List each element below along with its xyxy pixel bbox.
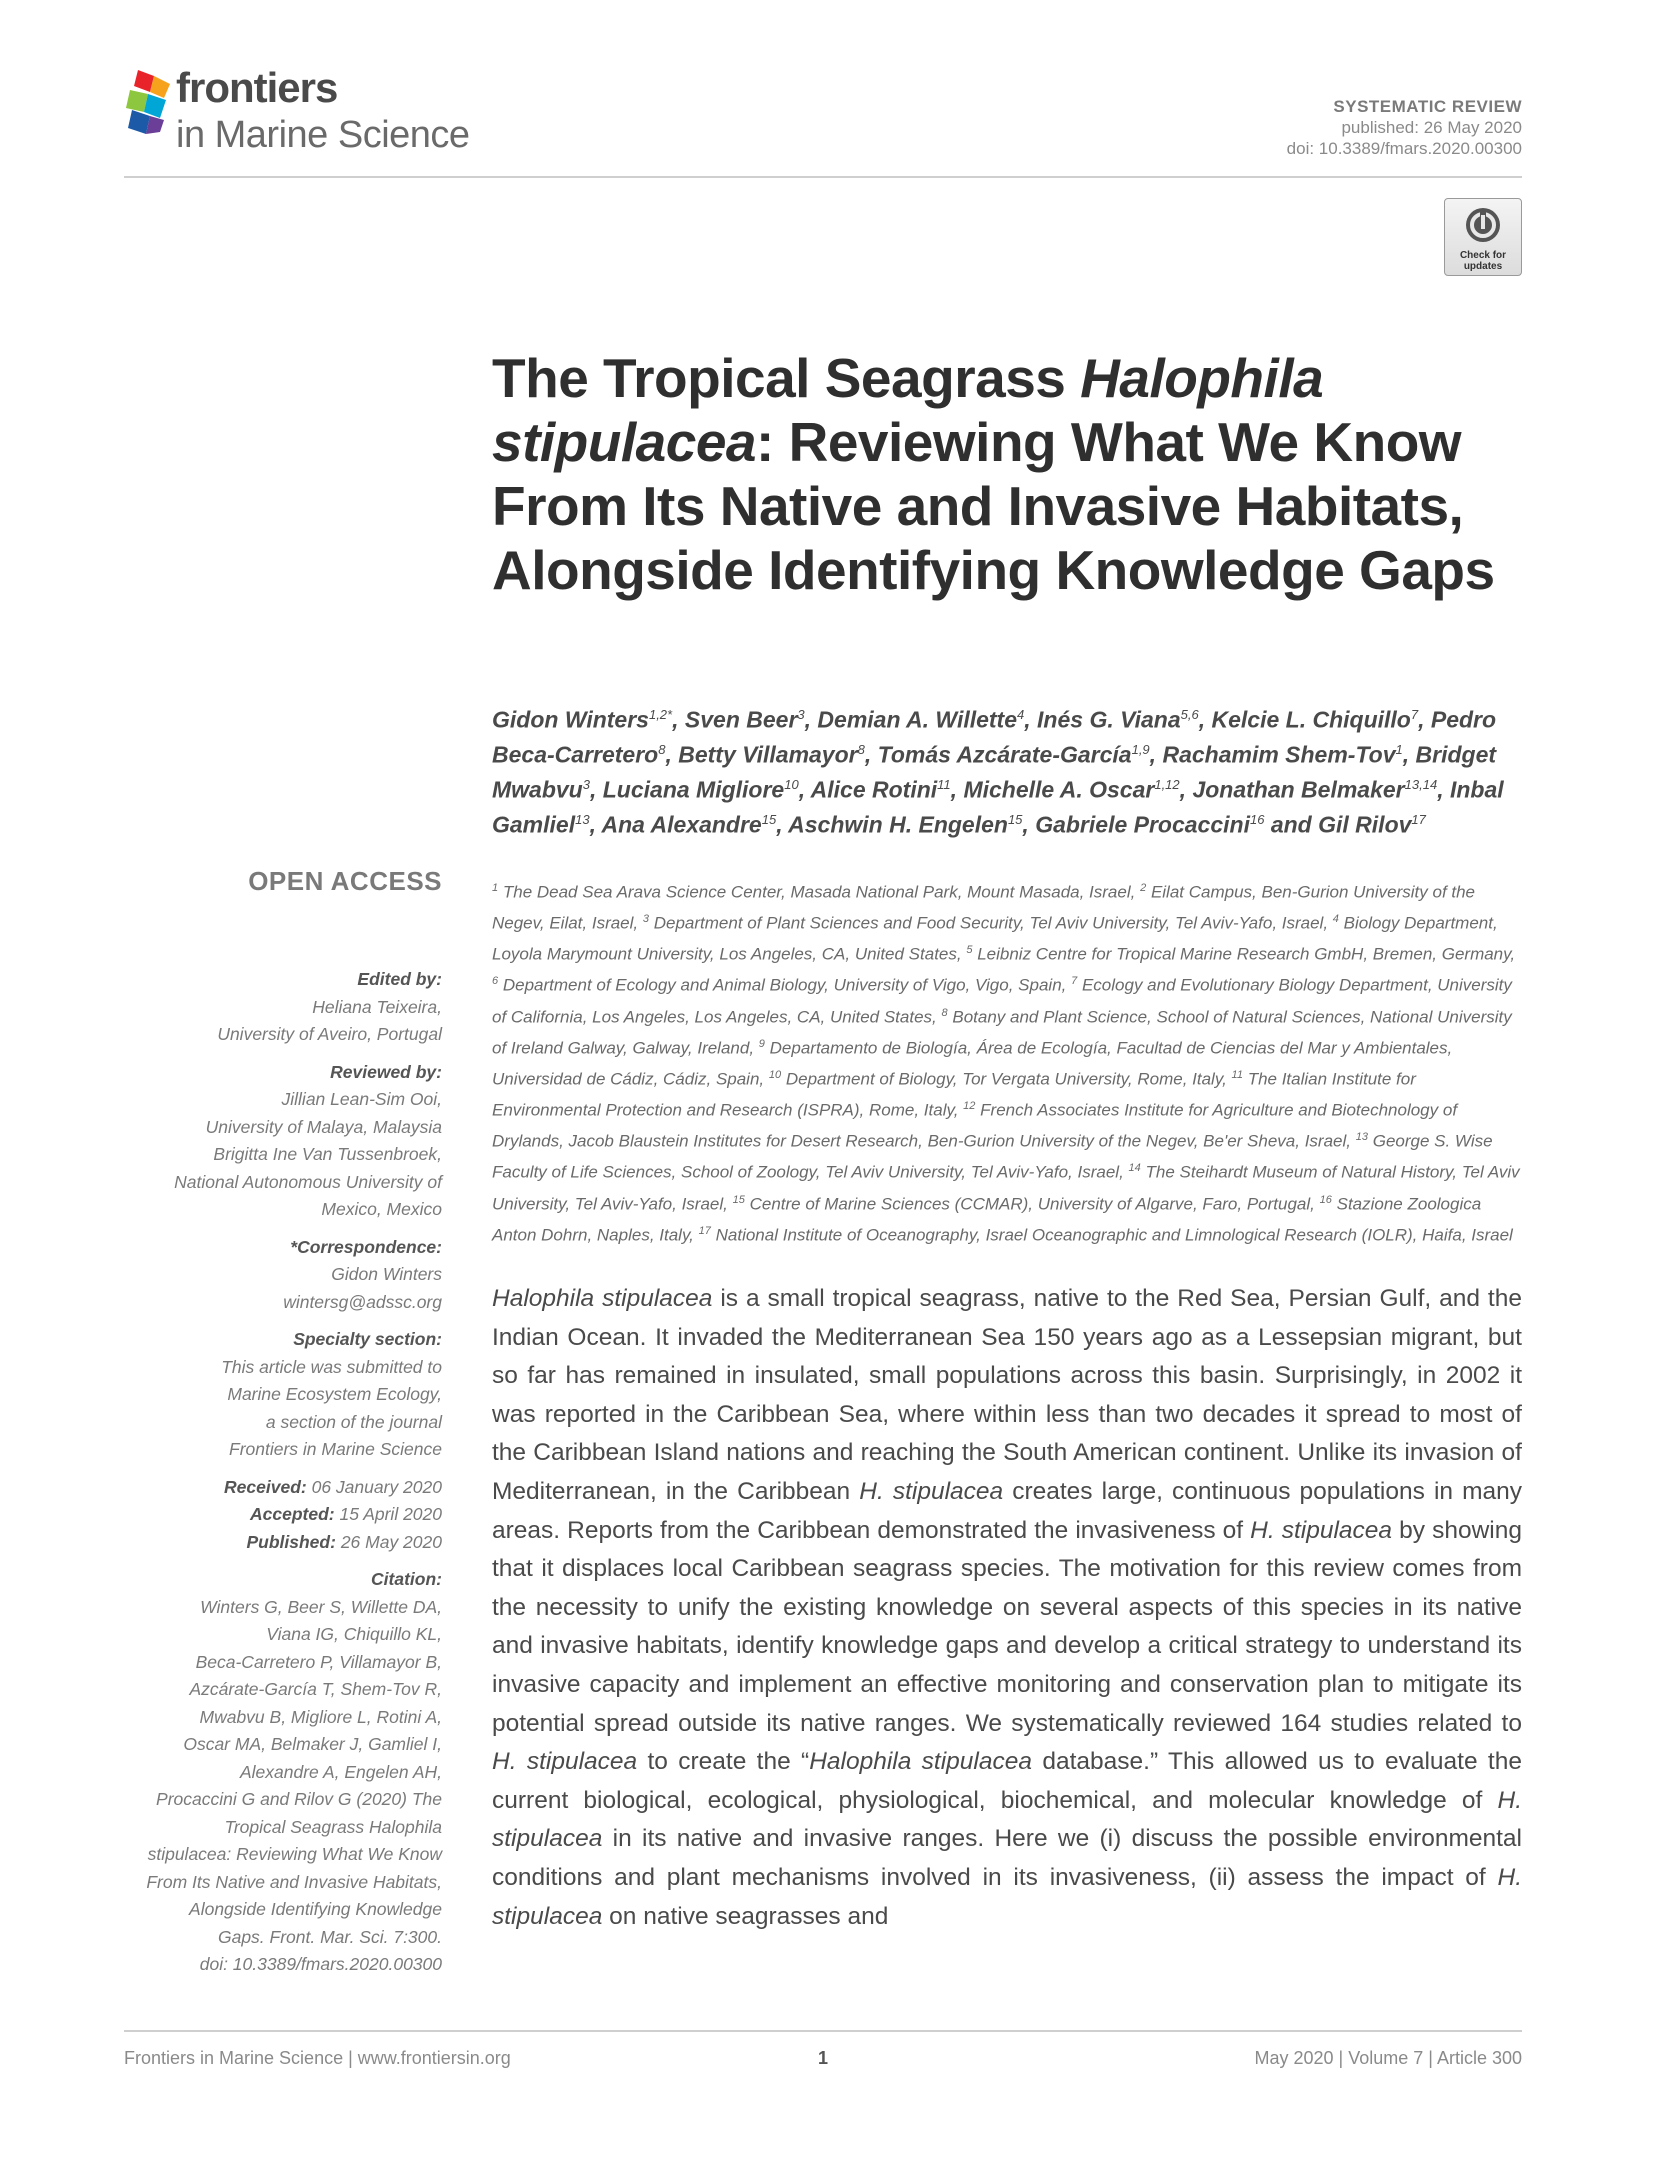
author-affiliation-ref: 15 bbox=[1007, 812, 1023, 828]
sidebar-line: This article was submitted to bbox=[221, 1356, 442, 1377]
specialty-section bbox=[124, 1326, 442, 1464]
abstract-segment: on native seagrasses and bbox=[602, 1902, 889, 1930]
affiliation-number: 3 bbox=[642, 913, 649, 926]
updates-label: Check for updates bbox=[1459, 250, 1507, 272]
affiliation-number: 15 bbox=[732, 1193, 745, 1206]
author-name[interactable]: Inés G. Viana bbox=[1037, 706, 1181, 733]
correspondence-list bbox=[124, 1261, 442, 1316]
author-name[interactable]: Kelcie L. Chiquillo bbox=[1211, 706, 1411, 733]
abstract-segment: in its native and invasive ranges. Here we (i) discuss the possible environmental conditions and plant mechanisms involved in its invasiveness, (ii) assess the impact of bbox=[492, 1825, 1522, 1891]
author-name[interactable]: Betty Villamayor bbox=[678, 741, 858, 768]
article-sidebar bbox=[124, 966, 442, 1989]
author-name[interactable]: Jonathan Belmaker bbox=[1192, 776, 1405, 803]
affiliation-text: Departamento de Biología, Área de Ecología, Facultad de Ciencias del Mar y Ambientales, Universidad de Cádiz, Cádiz, Spain, bbox=[492, 1038, 1453, 1089]
author-name[interactable]: Sven Beer bbox=[684, 706, 798, 733]
sidebar-line[interactable]: wintersg@adssc.org bbox=[283, 1291, 442, 1312]
affiliation-number: 16 bbox=[1319, 1193, 1332, 1206]
affiliation-text: Department of Biology, Tor Vergata University, Rome, Italy, bbox=[785, 1069, 1227, 1089]
accepted-date bbox=[124, 1501, 442, 1529]
received-label: Received: bbox=[224, 1476, 307, 1497]
journal-name-section: in Marine Science bbox=[176, 114, 470, 156]
author-affiliation-ref: 1,12 bbox=[1154, 777, 1180, 793]
abstract-segment: by showing that it displaces local Caribbean seagrass species. The motivation for this review comes from the necessity to unify the existing knowledge on several aspects of this species in its native and invasive habitats, identify knowledge gaps and develop a critical strategy to understand its invasive capacity and implement an effective monitoring and conservation plan to mitigate its potential spread outside its native ranges. We systematically reviewed 164 studies related to bbox=[492, 1516, 1522, 1737]
affiliation-list bbox=[492, 875, 1522, 1249]
affiliation-number: 1 bbox=[492, 882, 499, 894]
accepted-label: Accepted: bbox=[250, 1504, 335, 1524]
affiliation-text: Department of Ecology and Animal Biology, University of Vigo, Vigo, Spain, bbox=[502, 976, 1067, 996]
author-affiliation-ref: 15 bbox=[761, 812, 777, 828]
affiliation-text: Ecology and Evolutionary Biology Department, University of California, Los Angeles, Los Angeles, CA, United States, bbox=[492, 976, 1512, 1027]
author-name[interactable]: Pedro Beca-Carretero bbox=[492, 706, 1497, 768]
sidebar-line: stipulacea: Reviewing What We Know bbox=[147, 1844, 442, 1864]
citation-section bbox=[124, 1566, 442, 1979]
author-affiliation-ref: 16 bbox=[1249, 812, 1265, 828]
reviewed-by-label: Reviewed by: bbox=[330, 1061, 442, 1082]
species-name: H. stipulacea bbox=[492, 1748, 638, 1776]
sidebar-line: Heliana Teixeira, bbox=[312, 996, 442, 1017]
sidebar-line: doi: 10.3389/fmars.2020.00300 bbox=[199, 1954, 442, 1974]
abstract-text bbox=[492, 1280, 1522, 1936]
check-for-updates-button[interactable] bbox=[1444, 198, 1522, 276]
received-value: 06 January 2020 bbox=[311, 1476, 442, 1497]
correspondence-label: *Correspondence: bbox=[290, 1236, 442, 1257]
article-type: SYSTEMATIC REVIEW bbox=[1333, 97, 1522, 116]
sidebar-line: Mexico, Mexico bbox=[321, 1199, 442, 1219]
author-affiliation-ref: 8 bbox=[857, 742, 865, 758]
affiliation-number: 5 bbox=[966, 944, 973, 957]
sidebar-line: Tropical Seagrass Halophila bbox=[224, 1816, 442, 1837]
sidebar-line: Viana IG, Chiquillo KL, bbox=[266, 1624, 442, 1644]
species-name: H. stipulacea bbox=[492, 1863, 1522, 1930]
author-affiliation-ref: 1,9 bbox=[1131, 742, 1150, 758]
author-affiliation-ref: 7 bbox=[1410, 707, 1419, 722]
correspondence-section bbox=[124, 1234, 442, 1317]
author-name[interactable]: Aschwin H. Engelen bbox=[788, 812, 1008, 839]
published-label: Published: bbox=[246, 1531, 336, 1552]
sidebar-line: Alexandre A, Engelen AH, bbox=[239, 1761, 442, 1782]
species-name: H. stipulacea bbox=[1250, 1516, 1393, 1544]
affiliation-number: 10 bbox=[768, 1068, 782, 1081]
sidebar-line: Oscar MA, Belmaker J, Gamliel I, bbox=[183, 1734, 442, 1754]
affiliation-text: Department of Plant Sciences and Food Security, Tel Aviv University, Tel Aviv-Yafo, Israel, bbox=[653, 913, 1329, 933]
author-conjunction: and bbox=[1270, 812, 1312, 839]
author-affiliation-ref: 8 bbox=[658, 742, 666, 758]
affiliation-text: The Steihardt Museum of Natural History, Tel Aviv University, Tel Aviv-Yafo, Israel, bbox=[492, 1163, 1520, 1214]
affiliation-number: 8 bbox=[941, 1006, 948, 1019]
affiliation-number: 13 bbox=[1355, 1131, 1368, 1144]
author-name[interactable]: Gil Rilov bbox=[1318, 812, 1412, 839]
published-date: published: 26 May 2020 bbox=[1341, 118, 1522, 137]
sidebar-line: Jillian Lean-Sim Ooi, bbox=[281, 1089, 442, 1109]
footer-issue-info: May 2020 | Volume 7 | Article 300 bbox=[1254, 2048, 1522, 2068]
doi-link[interactable]: doi: 10.3389/fmars.2020.00300 bbox=[1286, 139, 1522, 158]
published-value: 26 May 2020 bbox=[340, 1531, 442, 1552]
author-name[interactable]: Rachamim Shem-Tov bbox=[1162, 741, 1396, 768]
abstract-segment: to create the “ bbox=[637, 1748, 810, 1776]
author-name[interactable]: Alice Rotini bbox=[810, 776, 938, 803]
author-name[interactable]: Demian A. Willette bbox=[817, 706, 1018, 733]
author-affiliation-ref: 1 bbox=[1395, 742, 1403, 758]
abstract-segment: creates large, continuous populations in many areas. Reports from the Caribbean demonstrated the invasiveness of bbox=[492, 1477, 1522, 1544]
citation-list bbox=[124, 1594, 442, 1979]
affiliation-number: 12 bbox=[963, 1100, 976, 1113]
sidebar-line: Winters G, Beer S, Willette DA, bbox=[200, 1596, 442, 1617]
journal-name-brand: frontiers bbox=[176, 64, 338, 111]
page-number: 1 bbox=[818, 2048, 829, 2068]
author-name[interactable]: Tomás Azcárate-García bbox=[877, 741, 1132, 768]
sidebar-line: a section of the journal bbox=[265, 1411, 442, 1432]
affiliation-text: Leibniz Centre for Tropical Marine Research GmbH, Bremen, Germany, bbox=[977, 944, 1516, 964]
author-affiliation-ref: 5,6 bbox=[1180, 707, 1199, 722]
footer-journal-link[interactable]: Frontiers in Marine Science | www.frontiersin.org bbox=[124, 2048, 511, 2068]
received-date bbox=[124, 1474, 442, 1502]
species-name: Halophila stipulacea bbox=[492, 1285, 713, 1312]
article-meta bbox=[1287, 96, 1522, 159]
sidebar-line: University of Malaya, Malaysia bbox=[205, 1116, 442, 1137]
author-affiliation-ref: 1,2* bbox=[648, 707, 673, 722]
updates-icon bbox=[1463, 205, 1503, 245]
affiliation-number: 9 bbox=[758, 1037, 765, 1050]
author-affiliation-ref: 13 bbox=[575, 812, 590, 828]
sidebar-line: Azcárate-García T, Shem-Tov R, bbox=[189, 1679, 442, 1699]
sidebar-line: Marine Ecosystem Ecology, bbox=[227, 1384, 442, 1404]
citation-label: Citation: bbox=[371, 1569, 442, 1589]
abstract-segment: is a small tropical seagrass, native to the Red Sea, Persian Gulf, and the Indian Ocean. It invaded the Mediterranean Sea 150 years ago as a Lessepsian migrant, but so far has remained in insulated, small populations across this basin. Surprisingly, in 2002 it was reported in the Caribbean Sea, where within less than two decades it spread to most of the Caribbean Island nations and reaching the South American continent. Unlike its invasion of Mediterranean, in the Caribbean bbox=[492, 1285, 1522, 1505]
author-affiliation-ref: 4 bbox=[1017, 707, 1025, 722]
author-list: Gidon Winters$^{1,2*}$, Sven Beer$^3$, Demian A. Willette$^4$, Inés G. Viana$^{5,6}$, Kelcie L. Chiquillo$^7$, Pedro Beca-Carretero$^8$, Betty Villamayor$^8$, Tomás Azcárate-García$^{1,9}$, Rachamim Shem-Tov$^1$, Bridget Mwabvu$^3$, Luciana Migliore$^{10}$, Alice Rotini$^{11}$, Michelle A. Oscar$^{1,12}$, Jonathan Belmaker$^{13,14}$, Inbal Gamliel$^{13}$, Ana Alexandre$^{15}$, Aschwin H. Engelen$^{15}$, Gabriele Procaccini$^{16}$ and Gil Rilov$^{17}$ bbox=[492, 706, 1504, 839]
affiliation-text: Biology Department, Loyola Marymount University, Los Angeles, CA, United States, bbox=[492, 913, 1498, 964]
title-part-2: : Reviewing What We Know From Its Native and Invasive Habitats, Alongside Identifying Knowledge Gaps bbox=[492, 411, 1495, 601]
journal-logo bbox=[124, 62, 504, 172]
species-name: H. stipulacea bbox=[492, 1786, 1522, 1853]
open-access-label: OPEN ACCESS bbox=[248, 866, 442, 896]
author-name[interactable]: Gidon Winters bbox=[492, 706, 649, 733]
footer-divider bbox=[124, 2030, 1522, 2032]
affiliation-text: National Institute of Oceanography, Israel Oceanographic and Limnological Research (IOLR), Haifa, Israel bbox=[715, 1225, 1513, 1245]
specialty-list bbox=[124, 1354, 442, 1464]
reviewed-by-section bbox=[124, 1059, 442, 1224]
affiliation-number: 14 bbox=[1128, 1162, 1141, 1175]
author-affiliation-ref: 3 bbox=[797, 707, 805, 722]
sidebar-line: National Autonomous University of bbox=[174, 1171, 442, 1192]
author-name[interactable]: Gabriele Procaccini bbox=[1035, 812, 1250, 839]
article-title bbox=[492, 346, 1512, 602]
affiliation-text: Botany and Plant Science, School of Natural Sciences, National University of Ireland Galway, Galway, Ireland, bbox=[492, 1007, 1512, 1058]
affiliation-text: Eilat Campus, Ben-Gurion University of the Negev, Eilat, Israel, bbox=[492, 882, 1476, 933]
affiliation-text: Stazione Zoologica Anton Dohrn, Naples, Italy, bbox=[492, 1194, 1482, 1245]
header-divider bbox=[124, 176, 1522, 178]
author-affiliation-ref: 10 bbox=[784, 777, 799, 793]
affiliation-number: 2 bbox=[1140, 882, 1147, 894]
abstract-segment: database.” This allowed us to evaluate the current biological, ecological, physiological, biochemical, and molecular knowledge of bbox=[492, 1748, 1522, 1814]
author-affiliation-ref: 3 bbox=[582, 777, 590, 793]
title-part-1: The Tropical Seagrass bbox=[492, 347, 1081, 409]
sidebar-line: Brigitta Ine Van Tussenbroek, bbox=[213, 1144, 442, 1164]
affiliation-number: 11 bbox=[1231, 1068, 1243, 1081]
sidebar-line: Gaps. Front. Mar. Sci. 7:300. bbox=[217, 1926, 442, 1947]
affiliation-number: 6 bbox=[492, 975, 499, 988]
sidebar-line: Frontiers in Marine Science bbox=[229, 1439, 442, 1459]
frontiers-logo-icon bbox=[124, 70, 172, 136]
affiliation-number: 7 bbox=[1071, 975, 1078, 988]
affiliation-text: Centre of Marine Sciences (CCMAR), University of Algarve, Faro, Portugal, bbox=[749, 1194, 1315, 1214]
species-name: H. stipulacea bbox=[859, 1477, 1004, 1505]
author-name[interactable]: Luciana Migliore bbox=[602, 776, 785, 803]
author-name[interactable]: Ana Alexandre bbox=[601, 812, 762, 839]
sidebar-line: From Its Native and Invasive Habitats, bbox=[146, 1871, 442, 1892]
sidebar-line: Beca-Carretero P, Villamayor B, bbox=[195, 1651, 442, 1672]
edited-by-list bbox=[124, 994, 442, 1049]
dates-section bbox=[124, 1474, 442, 1557]
specialty-label: Specialty section: bbox=[293, 1329, 442, 1349]
affiliation-number: 17 bbox=[698, 1224, 711, 1237]
reviewed-by-list bbox=[124, 1086, 442, 1224]
author-name[interactable]: Inbal Gamliel bbox=[492, 776, 1504, 839]
author-affiliation-ref: 13,14 bbox=[1404, 777, 1438, 793]
species-name: Halophila stipulacea bbox=[809, 1748, 1033, 1776]
sidebar-line: Gidon Winters bbox=[331, 1264, 442, 1284]
published-date-sidebar bbox=[124, 1529, 442, 1557]
accepted-value: 15 April 2020 bbox=[339, 1504, 442, 1524]
affiliation-text: The Dead Sea Arava Science Center, Masada National Park, Mount Masada, Israel, bbox=[502, 882, 1136, 902]
sidebar-line: Mwabvu B, Migliore L, Rotini A, bbox=[199, 1706, 442, 1727]
author-name[interactable]: Michelle A. Oscar bbox=[963, 776, 1155, 803]
sidebar-line: Alongside Identifying Knowledge bbox=[189, 1899, 442, 1919]
sidebar-line: University of Aveiro, Portugal bbox=[217, 1024, 442, 1044]
affiliation-number: 4 bbox=[1332, 913, 1339, 926]
affiliation-text: The Italian Institute for Environmental Protection and Research (ISPRA), Rome, Italy, bbox=[492, 1069, 1416, 1120]
edited-by-label: Edited by: bbox=[357, 969, 442, 989]
affiliation-text: George S. Wise Faculty of Life Sciences, School of Zoology, Tel Aviv University, Tel Aviv-Yafo, Israel, bbox=[492, 1131, 1493, 1183]
edited-by-section bbox=[124, 966, 442, 1049]
title-species: Halophila stipulacea bbox=[492, 347, 1324, 473]
author-affiliation-ref: 17 bbox=[1411, 812, 1426, 828]
affiliation-text: French Associates Institute for Agriculture and Biotechnology of Drylands, Jacob Blaustein Institutes for Desert Research, Ben-Gurion University of the Negev, Be'er Sheva, Israel, bbox=[492, 1100, 1458, 1151]
sidebar-line: Procaccini G and Rilov G (2020) The bbox=[156, 1789, 442, 1809]
author-affiliation-ref: 11 bbox=[937, 777, 951, 793]
author-name[interactable]: Bridget Mwabvu bbox=[492, 741, 1497, 803]
